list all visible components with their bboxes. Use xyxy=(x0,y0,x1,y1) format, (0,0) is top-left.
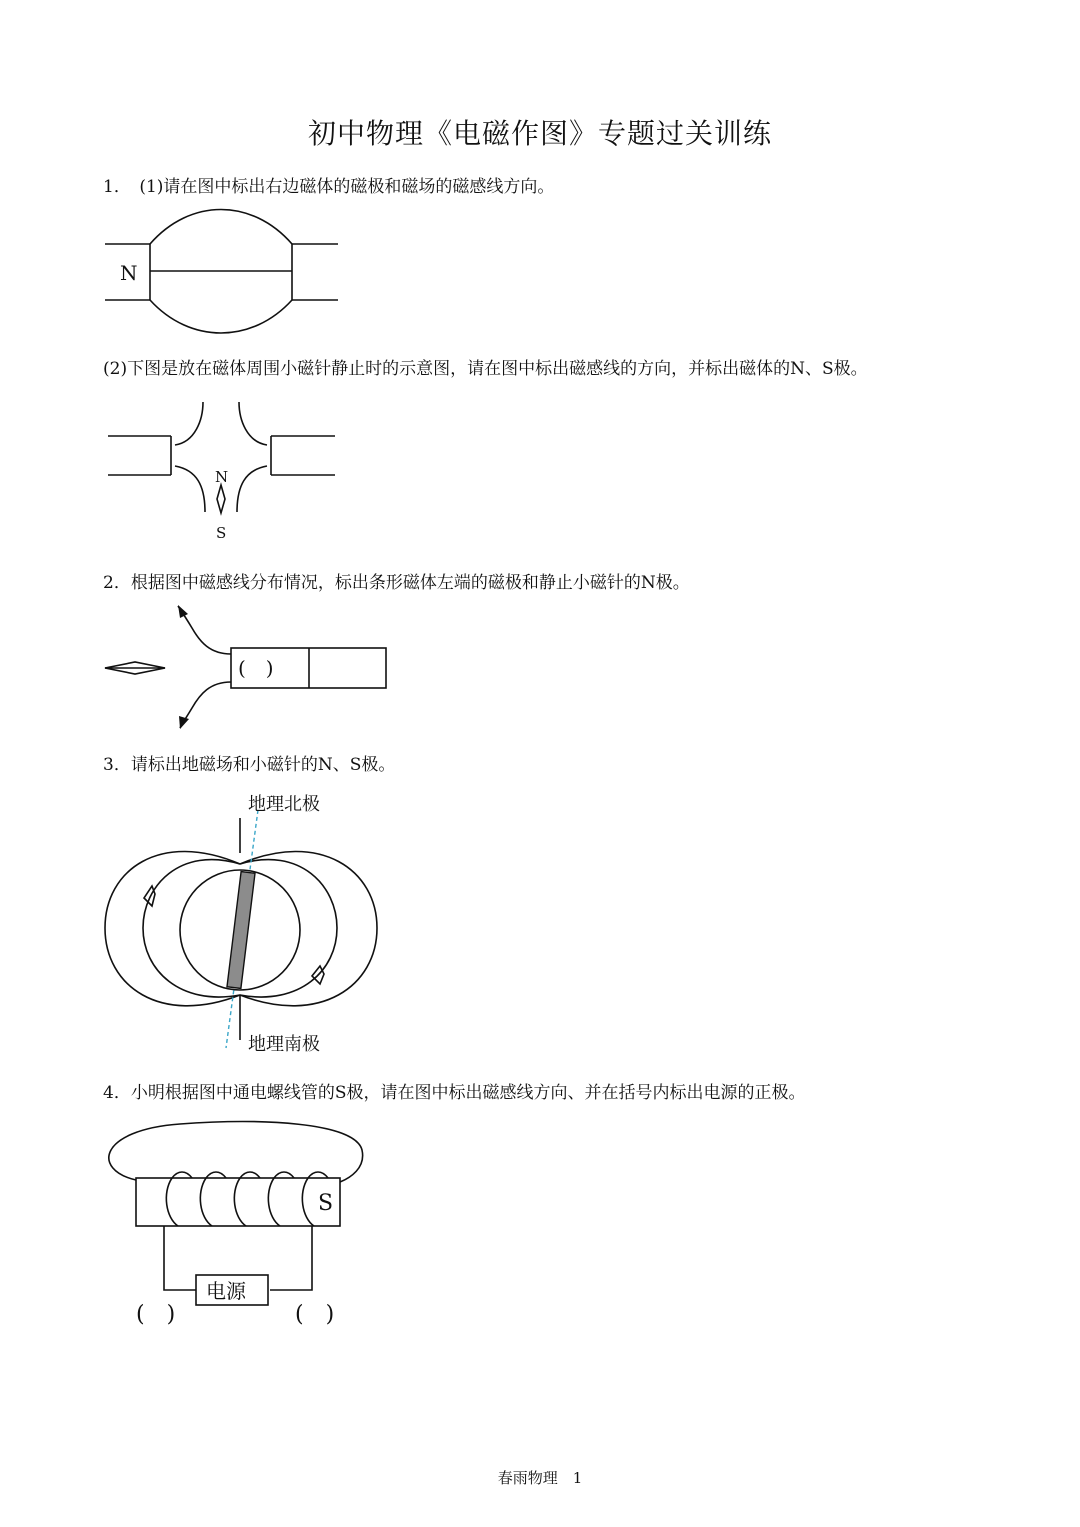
wire-left xyxy=(164,1226,196,1290)
right-bracket: ( ) xyxy=(295,1302,335,1327)
figure-3-bar-magnet xyxy=(100,602,400,732)
needle-label-n: N xyxy=(215,468,229,486)
coil-turn-2 xyxy=(200,1178,212,1226)
arrowhead-upper-icon xyxy=(178,605,188,618)
field-line-bottom xyxy=(150,300,292,333)
power-source-label: 电源 xyxy=(206,1279,246,1303)
field-line-inner-left xyxy=(143,860,240,997)
question-3: 3．请标出地磁场和小磁针的N、S极。 xyxy=(103,755,396,775)
field-line-lower xyxy=(180,682,231,728)
coil-turn-5 xyxy=(302,1178,314,1226)
coil-turn-1 xyxy=(166,1178,178,1226)
field-line-upper-left xyxy=(175,402,203,445)
coil-turn-3 xyxy=(234,1178,246,1226)
field-line-lower-right xyxy=(237,466,267,512)
wire-right xyxy=(270,1226,312,1290)
field-line-loop xyxy=(109,1122,363,1182)
left-bracket: ( ) xyxy=(136,1302,176,1327)
label-geographic-south: 地理南极 xyxy=(248,1034,320,1055)
field-line-upper-right xyxy=(239,402,267,445)
question-2: 2．根据图中磁感线分布情况，标出条形磁体左端的磁极和静止小磁针的N极。 xyxy=(103,573,690,593)
pole-label-n: N xyxy=(120,261,138,285)
figure-1-magnet xyxy=(100,210,360,340)
needle-label-s: S xyxy=(216,524,227,542)
question-1-part-1: 1． (1)请在图中标出右边磁体的磁极和磁场的磁感线方向。 xyxy=(103,177,555,197)
page-footer: 春雨物理 1 xyxy=(497,1469,583,1487)
field-line-outer-left xyxy=(105,851,240,1005)
pole-bracket: ( ) xyxy=(238,656,274,680)
pole-label-s: S xyxy=(318,1191,334,1216)
compass-needle-left xyxy=(144,886,155,906)
question-1-part-2: (2)下图是放在磁体周围小磁针静止时的示意图，请在图中标出磁感线的方向，并标出磁体的N、S极。 xyxy=(103,359,868,379)
figure-2-magnets xyxy=(105,400,345,550)
label-geographic-north: 地理北极 xyxy=(248,794,320,815)
compass-needle xyxy=(217,485,225,513)
figure-4-earth-field xyxy=(100,790,400,1065)
question-4: 4．小明根据图中通电螺线管的S极，请在图中标出磁感线方向、并在括号内标出电源的正极。 xyxy=(103,1083,806,1103)
field-line-top xyxy=(150,210,292,245)
page-title: 初中物理《电磁作图》专题过关训练 xyxy=(307,117,772,150)
earth-bar-magnet xyxy=(227,872,255,989)
field-line-lower-left xyxy=(175,466,205,512)
figure-5-solenoid xyxy=(100,1118,370,1333)
arrowhead-lower-icon xyxy=(179,716,189,729)
coil-turn-4 xyxy=(268,1178,280,1226)
